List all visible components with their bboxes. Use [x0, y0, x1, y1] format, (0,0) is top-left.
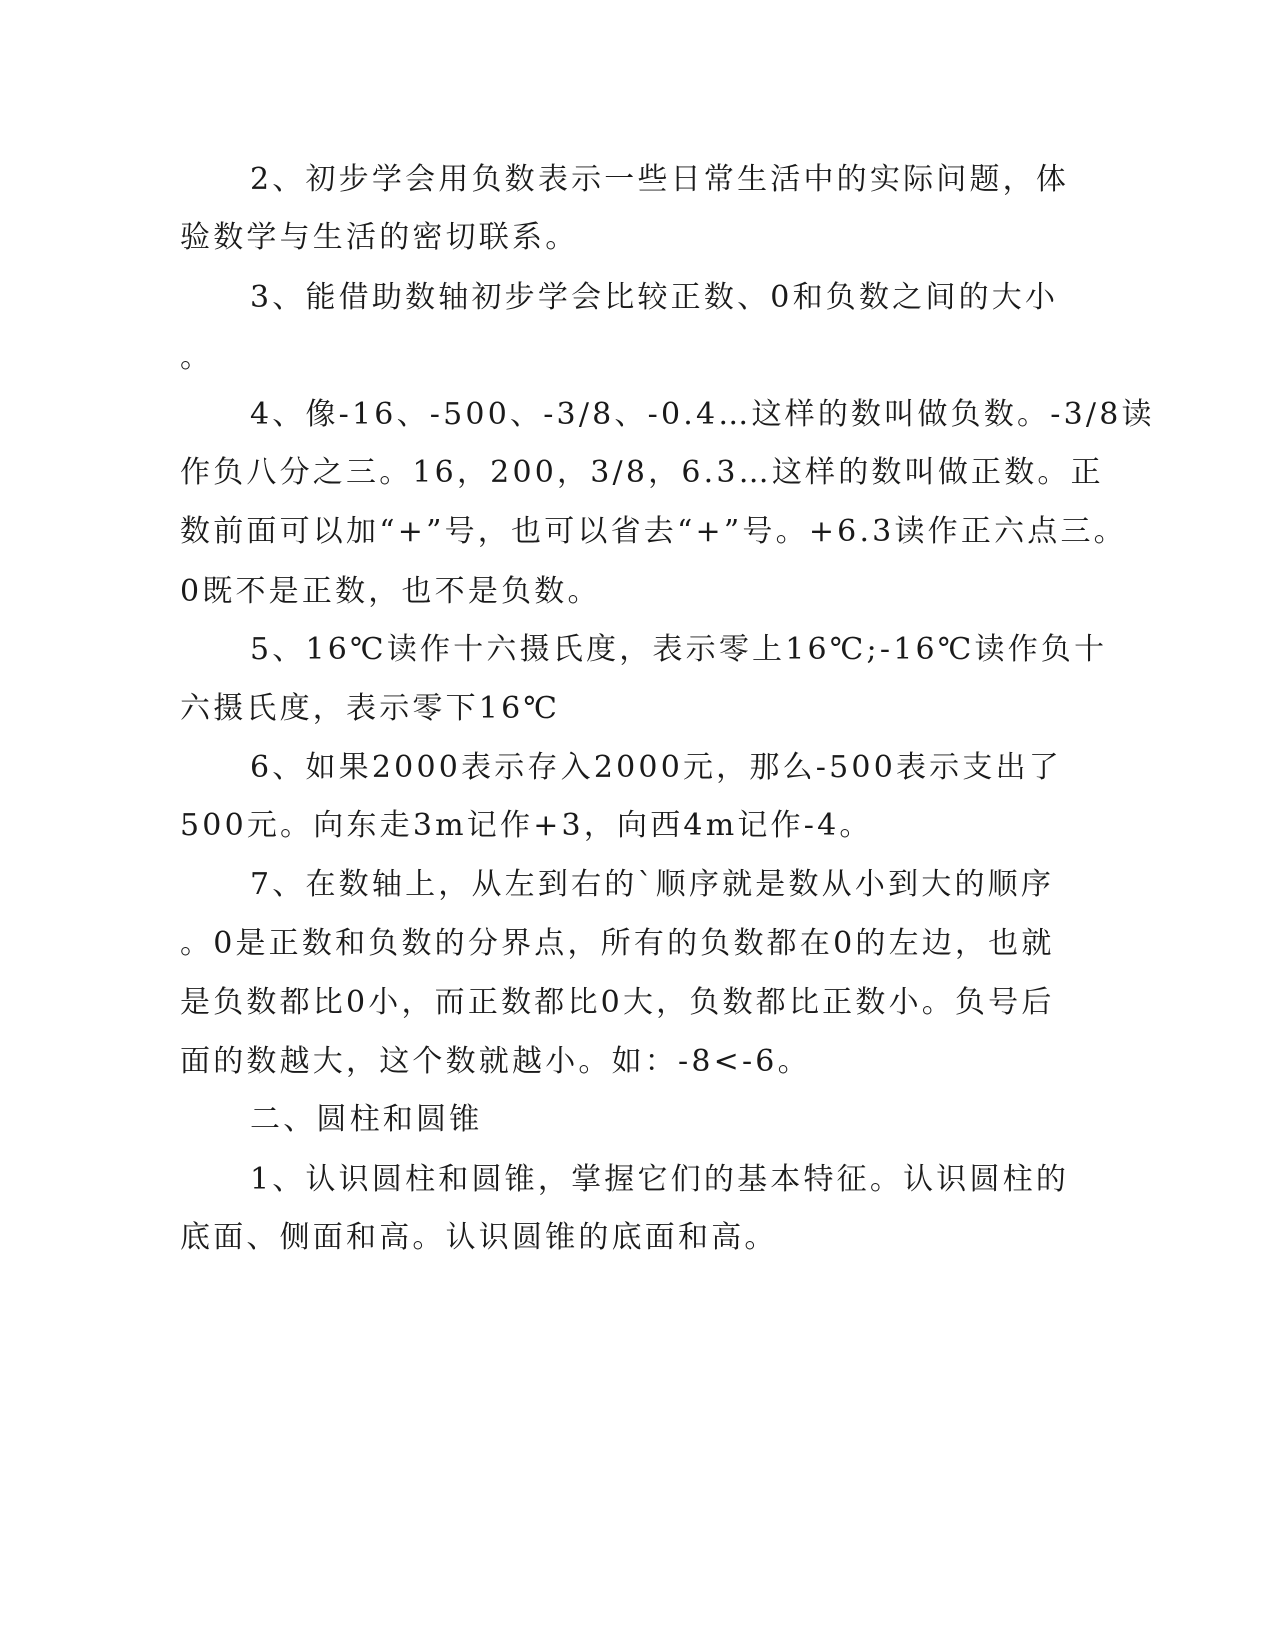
paragraph-line: 。 — [180, 340, 214, 375]
paragraph-line: 数前面可以加“+”号，也可以省去“+”号。+6.3读作正六点三。 — [180, 514, 1127, 549]
paragraph-line: 6、如果2000表示存入2000元，那么-500表示支出了 — [250, 750, 1062, 785]
paragraph-line: 作负八分之三。16，200，3/8，6.3…这样的数叫做正数。正 — [180, 455, 1104, 490]
paragraph-line: 验数学与生活的密切联系。 — [180, 220, 579, 255]
paragraph-line: 4、像-16、-500、-3/8、-0.4…这样的数叫做负数。-3/8读 — [250, 397, 1155, 432]
paragraph-line: 5、16℃读作十六摄氏度，表示零上16℃;-16℃读作负十 — [250, 632, 1108, 667]
paragraph-line: 0既不是正数，也不是负数。 — [180, 574, 601, 609]
paragraph-line: 7、在数轴上，从左到右的`顺序就是数从小到大的顺序 — [250, 867, 1055, 902]
paragraph-line: 500元。向东走3m记作+3，向西4m记作-4。 — [180, 808, 873, 843]
paragraph-line: 。0是正数和负数的分界点，所有的负数都在0的左边，也就 — [180, 926, 1055, 961]
paragraph-line: 3、能借助数轴初步学会比较正数、0和负数之间的大小 — [250, 280, 1059, 315]
section-heading: 二、圆柱和圆锥 — [250, 1102, 483, 1137]
paragraph-line: 2、初步学会用负数表示一些日常生活中的实际问题，体 — [250, 162, 1070, 197]
paragraph-line: 是负数都比0小，而正数都比0大，负数都比正数小。负号后 — [180, 985, 1055, 1020]
paragraph-line: 底面、侧面和高。认识圆锥的底面和高。 — [180, 1220, 778, 1255]
paragraph-line: 面的数越大，这个数就越小。如：-8<-6。 — [180, 1044, 811, 1079]
paragraph-line: 1、认识圆柱和圆锥，掌握它们的基本特征。认识圆柱的 — [250, 1162, 1070, 1197]
paragraph-line: 六摄氏度，表示零下16℃ — [180, 691, 561, 726]
